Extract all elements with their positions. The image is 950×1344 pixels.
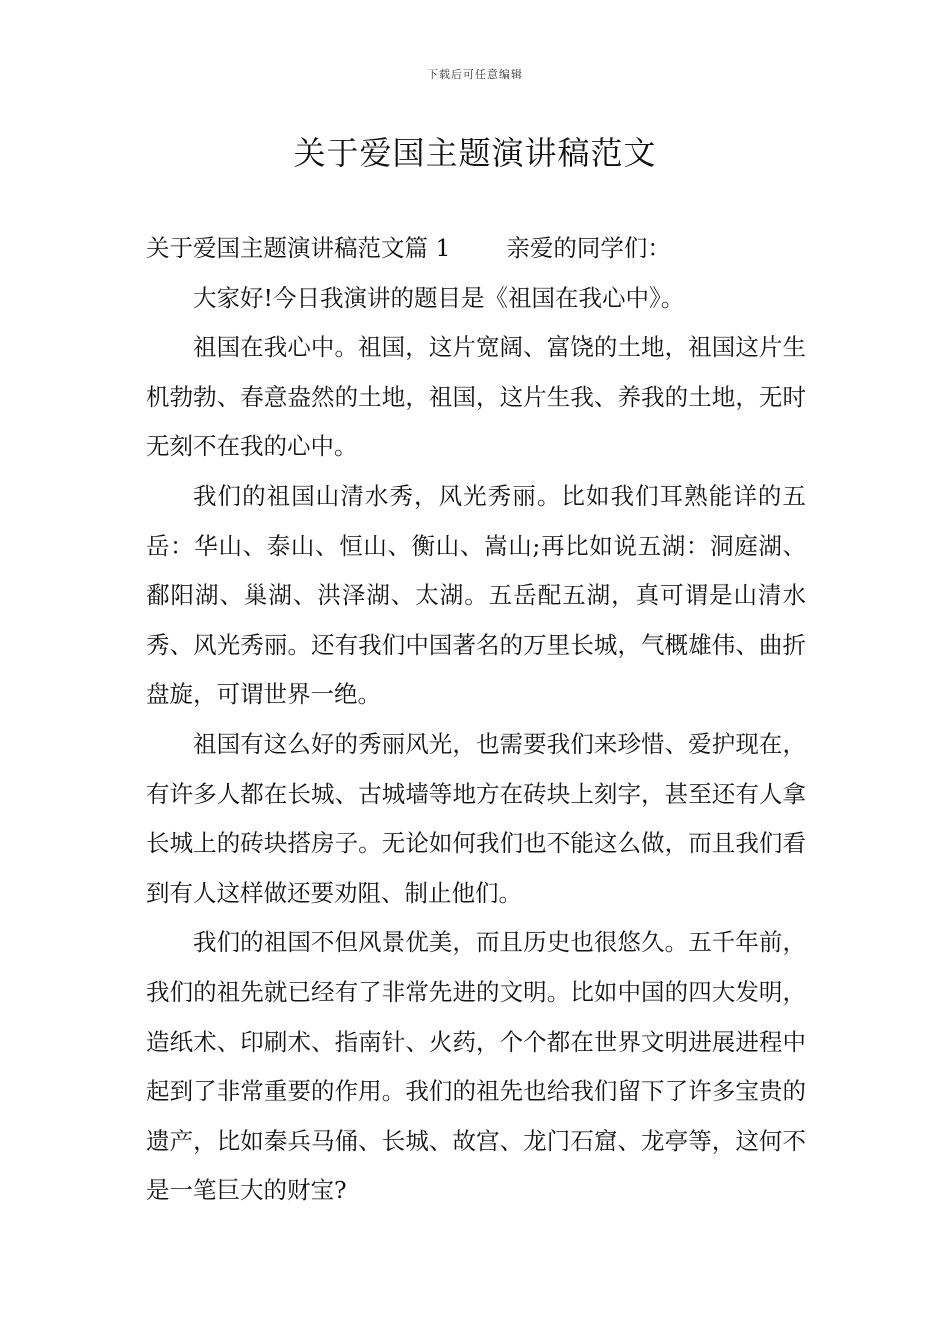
paragraph: 祖国有这么好的秀丽风光，也需要我们来珍惜、爱护现在，有许多人都在长城、古城墙等地方在砖块上刻字，甚至还有人拿长城上的砖块搭房子。无论如何我们也不能这么做，而且我们看到有人这样做还要劝阻、制止他们。	[146, 729, 806, 907]
paragraph: 我们的祖国不但风景优美，而且历史也很悠久。五千年前，我们的祖先就已经有了非常先进的文明。比如中国的四大发明，造纸术、印刷术、指南针、火药，个个都在世界文明进展进程中起到了非常重要的作用。我们的祖先也给我们留下了许多宝贵的遗产，比如秦兵马俑、长城、故宫、龙门石窟、龙亭等，这何不是一笔巨大的财宝?	[146, 928, 806, 1205]
paragraph: 大家好!今日我演讲的题目是《祖国在我心中》。	[193, 283, 685, 312]
paragraph: 我们的祖国山清水秀，风光秀丽。比如我们耳熟能详的五岳：华山、泰山、恒山、衡山、嵩山;再比如说五湖：洞庭湖、鄱阳湖、巢湖、洪泽湖、太湖。五岳配五湖，真可谓是山清水秀、风光秀丽。还有我们中国著名的万里长城，气概雄伟、曲折盘旋，可谓世界一绝。	[146, 481, 806, 709]
paragraph: 祖国在我心中。祖国，这片宽阔、富饶的土地，祖国这片生机勃勃、春意盎然的土地，祖国，这片生我、养我的土地，无时无刻不在我的心中。	[146, 333, 806, 461]
greeting: 亲爱的同学们：	[506, 234, 671, 262]
article-subtitle: 关于爱国主题演讲稿范文篇 1	[146, 234, 451, 262]
document-body	[146, 224, 806, 1216]
header-note: 下载后可任意编辑	[427, 68, 523, 81]
lead-line	[146, 224, 806, 274]
document-title: 关于爱国主题演讲稿范文	[293, 134, 657, 172]
